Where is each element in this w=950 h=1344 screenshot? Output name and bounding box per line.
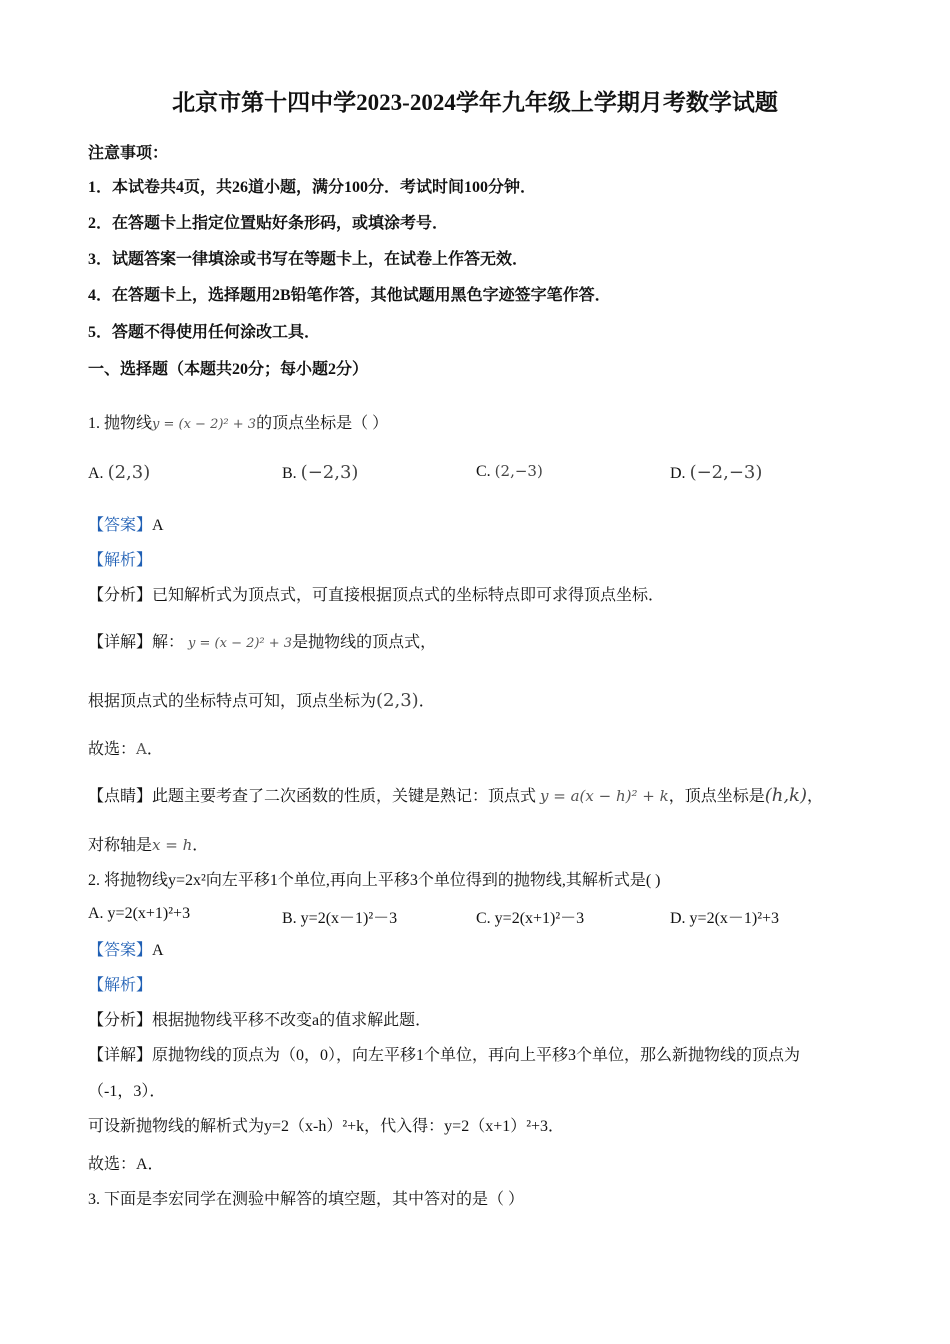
section-heading: 一、选择题（本题共20分；每小题2分） xyxy=(88,361,369,378)
q1-option-a: A. (2,3) xyxy=(88,462,151,483)
q1-vertex-line: 根据顶点式的坐标特点可知，顶点坐标为(2,3)． xyxy=(88,690,435,711)
q1-fenxi: 【分析】已知解析式为顶点式，可直接根据顶点式的坐标特点即可求得顶点坐标． xyxy=(88,587,665,604)
q1-choose: 故选：A． xyxy=(88,740,163,758)
q2-detail-2: （-1，3）． xyxy=(88,1083,166,1100)
notice-item-5: 5．答题不得使用任何涂改工具． xyxy=(88,324,321,341)
q2-option-d: D. y=2(x－1)²+3 xyxy=(670,910,780,927)
page-title: 北京市第十四中学2023-2024学年九年级上学期月考数学试题 xyxy=(172,90,778,115)
q1-option-d: D. (−2,−3) xyxy=(670,462,763,483)
q1-dianjing: 【点睛】此题主要考查了二次函数的性质，关键是熟记：顶点式 y = a(x − h)² + k，顶点坐标是(h,k)， xyxy=(88,785,824,806)
notice-item-4: 4．在答题卡上，选择题用2B铅笔作答，其他试题用黑色字迹签字笔作答． xyxy=(88,287,611,304)
q2-option-b: B. y=2(x－1)²－3 xyxy=(282,910,398,927)
notice-item-3: 3．试题答案一律填涂或书写在等题卡上，在试卷上作答无效． xyxy=(88,251,529,268)
notice-heading: 注意事项： xyxy=(88,145,169,162)
q1-stem xyxy=(88,413,388,436)
notice-item-2: 2．在答题卡上指定位置贴好条形码，或填涂考号． xyxy=(88,215,449,232)
q2-option-c: C. y=2(x+1)²－3 xyxy=(476,910,585,927)
q1-formula: y = (x − 2)² + 3 xyxy=(152,417,257,432)
q2-detail-1: 【详解】原抛物线的顶点为（0，0），向左平移1个单位，再向上平移3个单位，那么新抛物线的顶点为 xyxy=(88,1047,801,1064)
q1-option-c: C. (2,−3) xyxy=(476,462,543,480)
q1-prefix: 1. 抛物线 xyxy=(88,415,153,432)
q1-suffix: 的顶点坐标是（ ） xyxy=(256,415,389,432)
q2-fenxi: 【分析】根据抛物线平移不改变a的值求解此题． xyxy=(88,1012,432,1029)
q3-stem: 3. 下面是李宏同学在测验中解答的填空题，其中答对的是（ ） xyxy=(88,1191,525,1208)
q2-stem: 2. 将抛物线y=2x²向左平移1个单位,再向上平移3个单位得到的抛物线,其解析式是( ) xyxy=(88,872,661,889)
q2-choose: 故选：A． xyxy=(88,1156,164,1173)
q2-answer: 【答案】A xyxy=(88,942,164,959)
q2-analysis-label: 【解析】 xyxy=(88,977,153,994)
q2-detail-3: 可设新抛物线的解析式为y=2（x-h）²+k，代入得：y=2（x+1）²+3． xyxy=(88,1118,565,1135)
q1-axis: 对称轴是x = h． xyxy=(88,836,209,854)
q2-option-a: A. y=2(x+1)²+3 xyxy=(88,905,191,922)
q1-answer: 【答案】A xyxy=(88,517,164,534)
q1-analysis-label: 【解析】 xyxy=(88,552,153,569)
q1-detail: 【详解】解： y = (x − 2)² + 3是抛物线的顶点式， xyxy=(88,634,437,651)
q1-option-b: B. (−2,3) xyxy=(282,462,359,483)
notice-item-1: 1．本试卷共4页，共26道小题，满分100分．考试时间100分钟． xyxy=(88,179,537,196)
